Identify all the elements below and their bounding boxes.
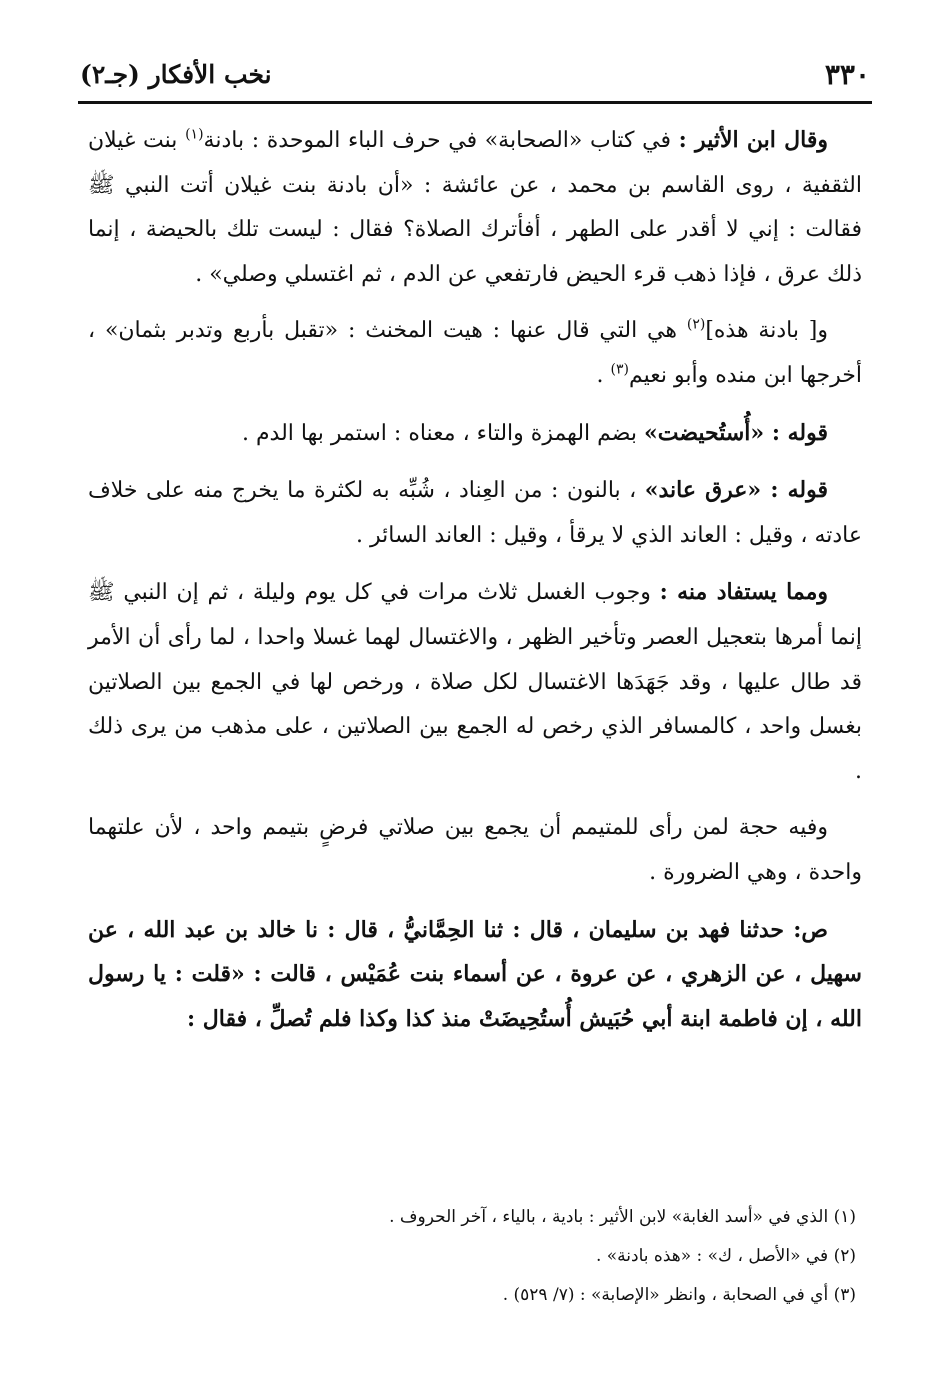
footnote-3: (٣) أي في الصحابة ، وانظر «الإصابة» : (٧/ ٥٢٩) . [502,1285,856,1305]
footnote-ref-3[interactable]: (٣) [610,361,629,378]
paragraph-text: . [596,362,611,388]
paragraph-tayammum [88,806,862,895]
paragraph-text: في كتاب «الصحابة» في حرف الباء الموحدة : بادنة [203,128,679,153]
paragraph-lead: ومما يستفاد منه : [659,579,828,606]
footnote-2: (٢) في «الأصل ، ك» : «هذه بادنة» . [595,1246,856,1266]
paragraph-text: بضم الهمزة والتاء ، معناه : استمر بها الدم . [241,420,644,446]
header-rule [78,101,872,104]
paragraph-text: بنت غيلان الثقفية ، روى القاسم بن محمد ، عن عائشة : «أن بادنة بنت غيلان أتت النبي ﷺ فقالت : إني لا أقدر على الطهر ، أفأترك الصلاة؟ فقال : ليست تلك بالحيضة ، إنما ذلك عرق ، فإذا ذهب قرء الحيض فارتفعي عن الدم ، ثم اغتسلي وصلي» . [88,128,862,287]
paragraph-text: وجوب الغسل ثلاث مرات في كل يوم وليلة ، ثم إن النبي ﷺ إنما أمرها بتعجيل العصر وتأخير الظهر ، والاغتسال لهما غسلا واحدا ، لما رأى أن الأمر قد طال عليها ، وقد جَهَدَها الاغتسال لكل صلاة ، ورخص لها في الجمع بين الصلاتين بغسل واحد ، كالمسافر الذي رخص له الجمع بين الصلاتين ، على مذهب من يرى ذلك . [88,580,862,784]
paragraph-hadith [88,908,862,1042]
running-title: نخب الأفكار (جـ٢) [80,60,272,89]
page-header [80,58,870,98]
paragraph-lead: ص: [793,916,828,943]
page-number: ٣٣٠ [824,58,870,91]
paragraph-lead: قوله : «أُستُحيضت» [643,419,828,446]
paragraph-lead: وقال ابن الأثير : [678,127,829,153]
paragraph-text: ، بالنون : من العِناد ، شُبِّه به لكثرة ما يخرج منه على خلاف عادته ، وقيل : العاند الذي لا يرقأ ، وقيل : العاند السائر . [88,478,862,548]
paragraph-text: هي التي قال عنها : هيت المخنث : «تقبل بأربع وتدبر بثمان» ، أخرجها ابن منده وأبو نعيم [88,318,862,388]
paragraph-ibn-athir [88,118,862,297]
paragraph-benefits [88,570,862,794]
paragraph-text: حدثنا فهد بن سليمان ، قال : ثنا الحِمَّانيُّ ، قال : نا خالد بن عبد الله ، عن سهيل ، عن الزهري ، عن عروة ، عن أسماء بنت عُمَيْس ، قالت : «قلت : يا رسول الله ، إن فاطمة ابنة أبي حُبَيش أُستُحِيضَتْ منذ كذا وكذا فلم تُصلِّ ، فقال : [88,916,862,1032]
paragraph-lead: قوله : «عرق عاند» [644,477,828,504]
footnote-ref-2[interactable]: (٢) [686,317,706,334]
footnote-ref-1[interactable]: (١) [185,126,204,143]
footnotes [88,1198,856,1315]
paragraph-ustuhidat [88,411,862,457]
footnote-1: (١) الذي في «أسد الغابة» لابن الأثير : بادية ، بالياء ، آخر الحروف . [389,1207,856,1227]
paragraph-badina [88,309,862,398]
paragraph-text: وفيه حجة لمن رأى للمتيمم أن يجمع بين صلاتي فرضٍ بتيمم واحد ، لأن علتهما واحدة ، وهي الضرورة . [88,815,862,885]
main-text [88,118,862,1053]
paragraph-text: و[ بادنة هذه] [705,318,828,344]
paragraph-irq-anid [88,468,862,558]
